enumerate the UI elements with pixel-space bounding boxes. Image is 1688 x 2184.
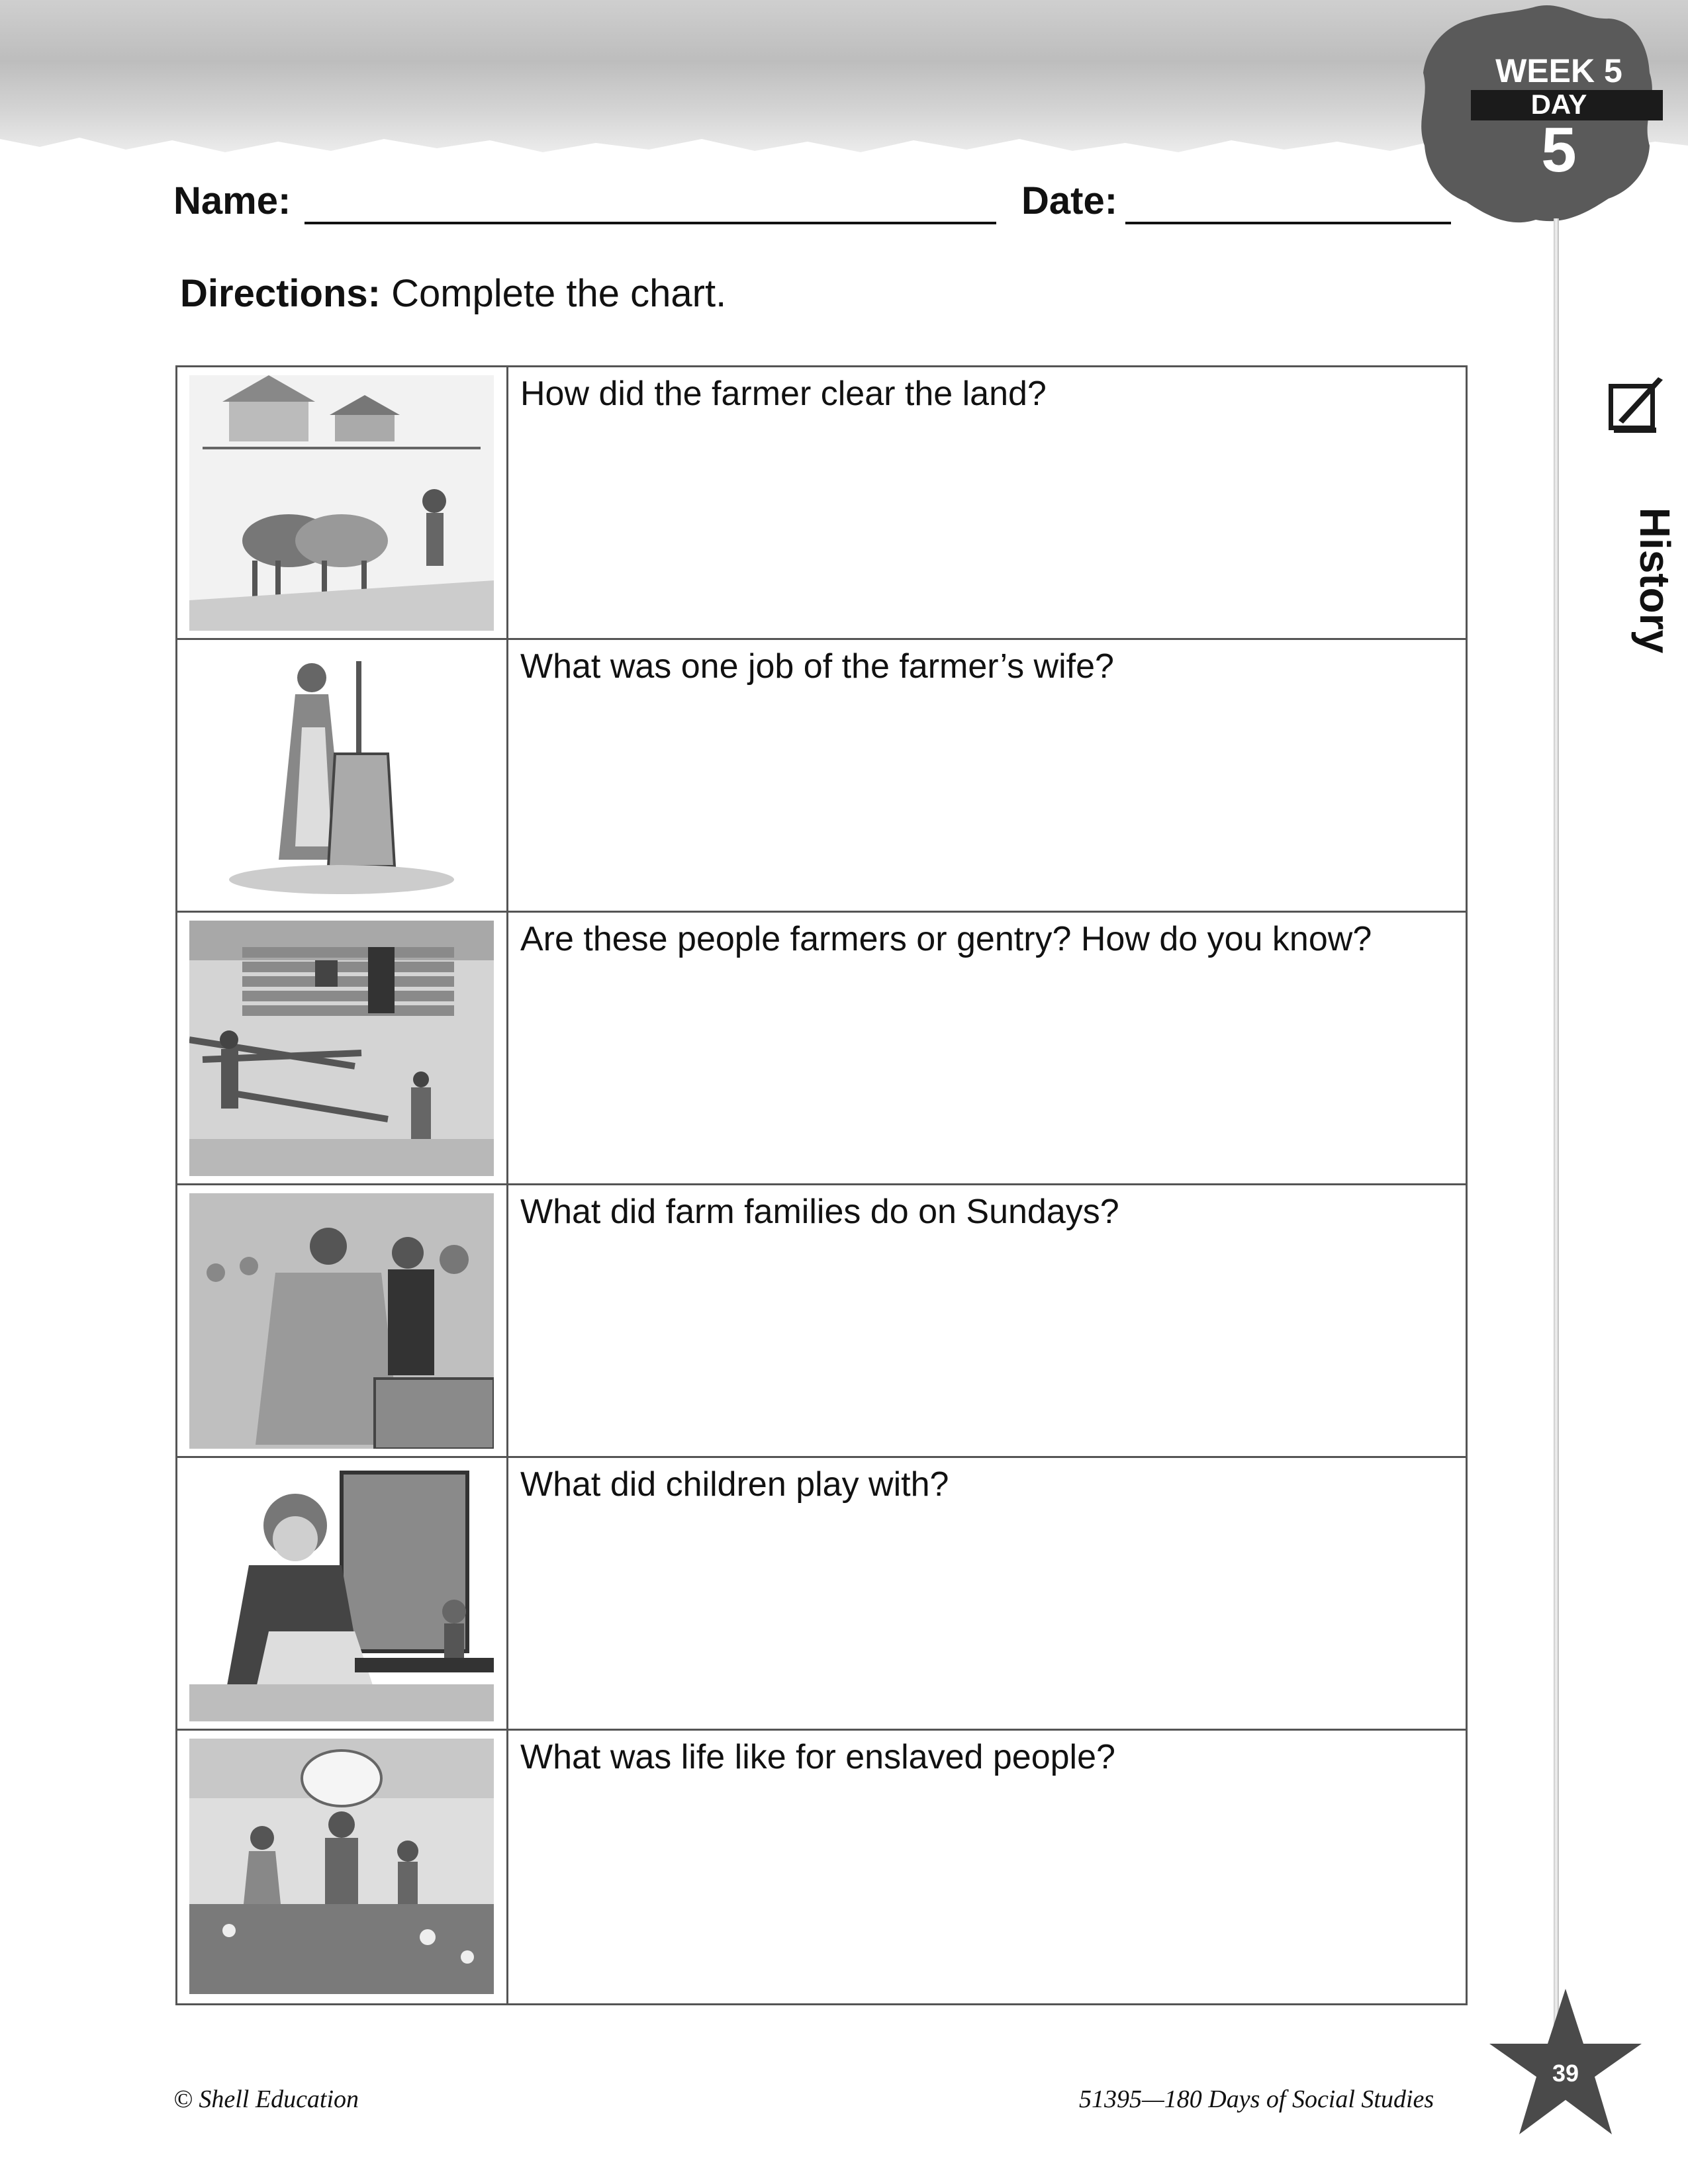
image-cell [177,1185,508,1456]
page-number: 39 [1552,2060,1579,2087]
directions-text: Complete the chart. [380,272,727,315]
woman-churning-butter-engraving [189,648,494,903]
table-row [177,1731,1466,2003]
question-text: What was one job of the farmer’s wife? [520,647,1114,686]
directions-label: Directions: [180,272,381,315]
history-tab-label: History [1631,507,1679,654]
directions [180,271,726,316]
cotton-field-workers-engraving [189,1739,494,1994]
image-cell [177,1731,508,2003]
question-text: What did children play with? [520,1465,949,1504]
day-label: DAY [1530,89,1587,120]
footer-copyright: © Shell Education [173,2085,359,2113]
chart-table [175,365,1468,2005]
date-label: Date: [1021,179,1118,222]
question-text: Are these people farmers or gentry? How do you know? [520,920,1372,958]
table-row [177,640,1466,913]
girl-with-dolls-engraving [189,1466,494,1721]
ribbon-line [1554,218,1559,2025]
table-row [177,1458,1466,1731]
day-number: 5 [1541,114,1577,185]
question-text: What did farm families do on Sundays? [520,1193,1119,1231]
image-cell [177,913,508,1183]
question-text: What was life like for enslaved people? [520,1738,1115,1776]
farmer-plowing-field-engraving [189,375,494,631]
image-cell [177,1458,508,1729]
image-cell [177,640,508,911]
table-row [177,1185,1466,1458]
church-congregation-engraving [189,1193,494,1449]
name-field[interactable] [305,222,996,224]
question-text: How did the farmer clear the land? [520,375,1047,413]
book-quill-icon [1602,371,1668,437]
week-label: WEEK 5 [1495,52,1622,89]
table-row [177,367,1466,640]
log-cabin-family-engraving [189,921,494,1176]
table-row [177,913,1466,1185]
name-label: Name: [173,179,291,222]
footer-book-title: 51395—180 Days of Social Studies [1079,2085,1434,2113]
date-field[interactable] [1125,222,1451,224]
image-cell [177,367,508,638]
